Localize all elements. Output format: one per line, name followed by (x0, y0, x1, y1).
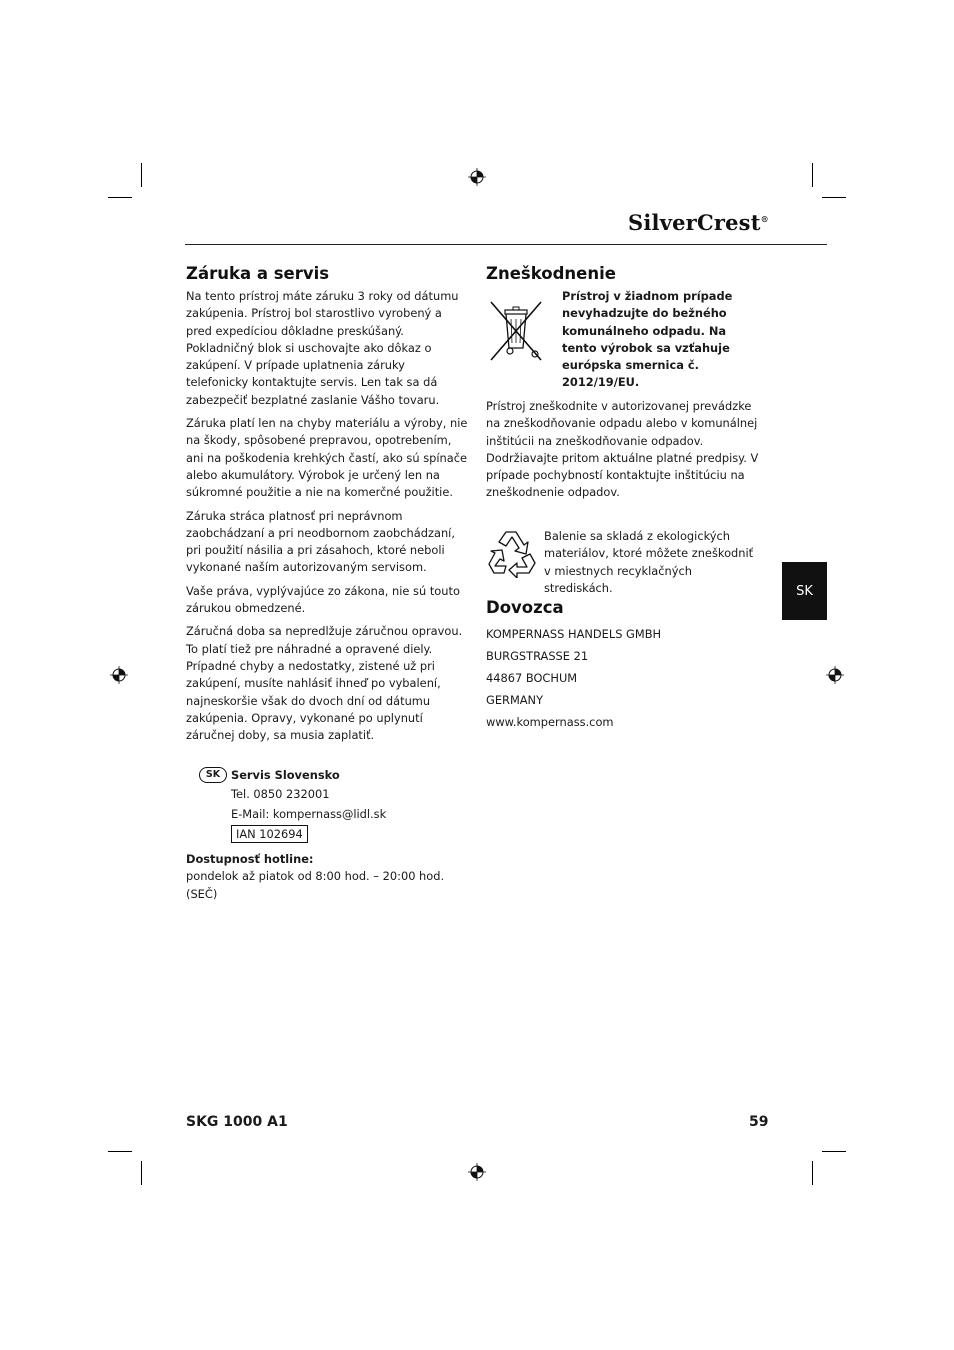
service-tel: Tel. 0850 232001 (231, 787, 330, 802)
service-name: Servis Slovensko (231, 768, 340, 782)
hotline-title: Dostupnosť hotline: (186, 852, 314, 866)
importer-address (486, 623, 766, 733)
crop-mark (141, 163, 142, 187)
recycling-text: Balenie sa skladá z ekologických materiálov, ktoré môžete zneškodniť v miestnych recyklačných strediskách. (544, 529, 754, 595)
registration-mark-icon (468, 168, 486, 186)
crop-mark (108, 1151, 132, 1152)
crossed-out-bin-icon (486, 298, 546, 364)
crop-mark (812, 1161, 813, 1185)
country-badge: SK (199, 767, 227, 783)
page-number: 59 (749, 1114, 769, 1130)
registration-mark-icon (468, 1163, 486, 1181)
crop-mark (141, 1161, 142, 1185)
silvercrest-logo (628, 210, 770, 244)
disposal-paragraph: Prístroj zneškodnite v autorizovanej prevádzke na zneškodňovanie odpadu alebo v komunálnej inštitúcii na zneškodňovanie odpadov. Dodržiavajte pritom aktuálne platné predpisy. V prípade pochybností kontaktujte inštitúciu na zneškodnenie odpadov. (486, 399, 759, 500)
service-contact (231, 766, 386, 844)
weee-warning: Prístroj v žiadnom prípade nevyhadzujte do bežného komunálneho odpadu. Na tento výrobok sa vzťahuje európska smernica č. 2012/19/EU. (562, 289, 733, 390)
language-tab: SK (782, 562, 827, 620)
warranty-paragraph: Vaše práva, vyplývajúce zo zákona, nie sú touto zárukou obmedzené. (186, 583, 460, 616)
recycling-icon (486, 526, 540, 578)
hotline-block (186, 851, 476, 903)
importer-line: KOMPERNASS HANDELS GMBH (486, 627, 662, 641)
crop-mark (822, 1151, 846, 1152)
importer-title: Dovozca (486, 598, 564, 617)
registration-mark-icon (826, 666, 844, 684)
importer-line: 44867 BOCHUM (486, 671, 578, 685)
warranty-paragraph: Záruka stráca platnosť pri neprávnom zaobchádzaní a pri neodbornom zaobchádzaní, pri použití násilia a pri zásahoch, ktoré neboli vykonané naším autorizovaným servisom. (186, 508, 455, 575)
warranty-paragraph: Záruka platí len na chyby materiálu a výroby, nie na škody, spôsobené prepravou, opotrebením, ani na poškodenia krehkých častí, ako sú spínače alebo akumulátory. Výrobok je určený len na súkromné použitie a nie na komerčné použitie. (186, 416, 468, 500)
crop-mark (812, 163, 813, 187)
warranty-paragraph: Na tento prístroj máte záruku 3 roky od dátumu zakúpenia. Prístroj bol starostlivo vyrobený a pred expedíciou dôkladne preskúšaný. Pokladničný blok si uschovajte ako dôkaz o zakúpení. V prípade uplatnenia záruky telefonicky kontaktujte servis. Len tak sa dá zabezpečiť bezplatné zaslanie Vášho tovaru. (186, 289, 459, 407)
importer-website: www.kompernass.com (486, 715, 614, 729)
warranty-paragraph: Záručná doba sa nepredlžuje záručnou opravou. To platí tiež pre náhradné a opravené diely. Prípadné chyby a nedostatky, zistené už pri zakúpení, musíte nahlásiť ihneď po vybalení, najneskoršie však do dvoch dní od dátumu zakúpenia. Opravy, vykonané po uplynutí záručnej doby, sa musia zaplatiť. (186, 624, 463, 743)
importer-line: BURGSTRASSE 21 (486, 649, 589, 663)
footer-model: SKG 1000 A1 (186, 1114, 288, 1130)
registered-mark: ® (760, 214, 769, 224)
header-rule (185, 244, 827, 245)
warranty-body (186, 288, 468, 750)
registration-mark-icon (110, 666, 128, 684)
warranty-title: Záruka a servis (186, 264, 330, 283)
logo-text: SilverCrest (628, 210, 761, 235)
importer-line: GERMANY (486, 693, 544, 707)
service-email: E-Mail: kompernass@lidl.sk (231, 806, 387, 821)
hotline-text: pondelok až piatok od 8:00 hod. – 20:00 hod. (SEČ) (186, 869, 445, 901)
disposal-title: Zneškodnenie (486, 264, 616, 283)
ian-number: IAN 102694 (231, 825, 308, 843)
crop-mark (822, 197, 846, 198)
crop-mark (108, 197, 132, 198)
